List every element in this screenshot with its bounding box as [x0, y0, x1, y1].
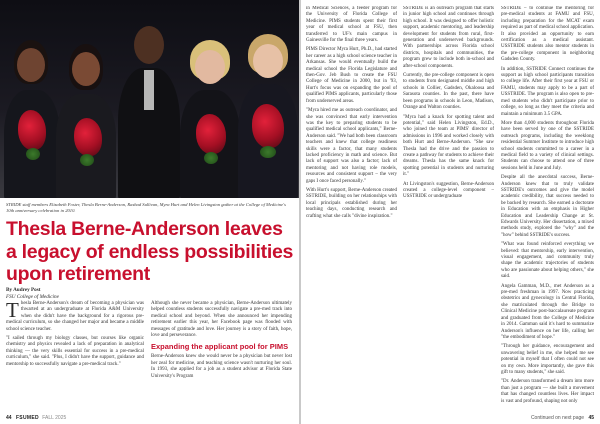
paragraph: "Dr. Anderson transformed a dream into more than just a program — she built a movement that has changed countless lives. Her impact is vast and profound, shaping not only: [501, 379, 594, 404]
section-subhead: Expanding the applicant pool for PIMS: [151, 342, 289, 352]
continued-note: Continued on next page: [530, 415, 585, 421]
drop-cap: T: [6, 298, 19, 322]
paragraph: "What was found reinforced everything we believed: that mentorship, early intervention, visual engagement, and community truly shape the academic trajectories of students who are passionate about helping others," she said.: [501, 242, 594, 280]
person-1: [4, 40, 60, 198]
right-footer: [531, 415, 594, 421]
person-5: [238, 34, 298, 198]
paragraph: "Myra hired me as outreach coordinator, and she was convinced that early intervention was the key to preparing students to be qualified medical school applicants," Berne-Anderson said. "We had both been classroom teachers and knew that college readiness skills were a factor, that many students lacked proficiency in math and science. But lack of support was also a factor; lack of mentoring and not having role models, resources and consistent support – the very gaps I once faced personally.": [306, 108, 397, 184]
paragraph: Thesla Berne-Anderson's dream of becoming a physician was thwarted at an undergraduate at Florida A&M University when she didn't have the background for a rigorous pre-medical curriculum, so she changed her major and became a middle school science teacher.: [6, 298, 144, 332]
paragraph: "Through her guidance, encouragement and unwavering belief in me, she helped me see potential in myself that I often could not see on my own. More importantly, she gave this gift to many students," she said.: [501, 344, 594, 375]
paragraph: Although she never became a physician, Berne-Anderson ultimately helped countless students successfully navigate a pre-med track into medical school and beyond. When she announced her impending retirement earlier this year, her Facebook page was flooded with messages of gratitude and love. Her journey is a story of faith, hope, love and perseverance.: [151, 301, 292, 339]
paragraph: More than 4,000 students throughout Florida have been served by one of the SSTRIDE outreach programs, including the weeklong residential Summer Institute to introduce high school students committed to a career in a medical field to a variety of clinical settings. Students can choose to attend one of three sessions held in June and July.: [501, 120, 594, 171]
byline-organization: FSU College of Medicine: [6, 293, 59, 300]
paragraph: Berne-Anderson knew she would never be a physician but never lost her zeal for medicine, and teaching science wasn't nurturing her soul. In 1993, she applied for a job as a student advisor at Florida State University's Program: [151, 354, 292, 379]
issue-label: FALL 2025: [42, 415, 67, 421]
paragraph: Angela Gamman, M.D., met Anderson as a pre-med freshman in 1997. Now practicing obstetrics and gynecology in Central Florida, she matriculated through the Bridge to Clinical Medicine post-baccalaureate program and graduated from the College of Medicine in 2014. Gamman said it's hard to summarize Anderson's influence on her life, calling her "the embodiment of hope.": [501, 283, 594, 340]
right-column-3: [501, 6, 594, 406]
right-column-2: [403, 6, 494, 406]
paragraph: PIMS Director Myra Hurt, Ph.D., had started her career as a high school science teacher in Arkansas. She would eventually build the medical school the Florida Legislature and then-Gov. Jeb Bush to create the FSU College of Medicine in 2000, but in '93, Hurt's focus was on expanding the pool of qualified PIMS applicants, particularly those from underserved areas.: [306, 47, 397, 104]
article-headline: Thesla Berne-Anderson leaves a legacy of endless possibilities upon retirement: [6, 218, 294, 285]
paragraph: SSTRIDE is an outreach program that starts in junior high school and continues through high school. It was designed to offer holistic support, academic mentoring, and leadership development for students from rural, first-generation and underserved backgrounds. With partnerships across Florida school districts, hospitals and communities, the program grew to include both in-school and after-school components.: [403, 6, 494, 69]
right-column-1: [306, 6, 397, 406]
paragraph: in Medical Sciences, a feeder program for the University of Florida College of Medicine. PIMS students spent their first year of medical school at FSU, then transferred to UF's main campus in Gainesville for the final three years.: [306, 6, 397, 44]
person-4: [180, 40, 240, 198]
byline-author: By Audrey Post: [6, 287, 41, 293]
person-2: [56, 44, 116, 198]
paragraph: "I sailed through my biology classes, but courses like organic chemistry and physics revealed a lack of preparation in analytical thinking — the very skills essential for success in a pre-medical curriculum," she said. "Plus, I didn't have the support, guidance and mentorship to successfully navigate a pre-medical track.": [6, 336, 144, 367]
paragraph: At Livingston's suggestion, Berne-Anderson created a college-level component – USSTRIDE or undergraduate: [403, 181, 494, 200]
paragraph: "Myra had a knack for spotting talent and potential," said Helen Livingston, Ed.D., who joined the team at PIMS' director of admissions in 1996 and worked closely with both Hurt and Berne-Anderson. "She saw Thesla had the drive and the passion to create a pathway for students to achieve their dreams. Thesla has the same knack for spotting potential in students and nurturing it.": [403, 114, 494, 178]
left-page: [0, 0, 299, 424]
photo-caption: STRIDE staff members Elizabeth Foster, Thesla Berne-Anderson, Rashad Sullivan, Myra Hurt and Helen Livingston gather at the College of Medicine's 10th anniversary celebration in 2010.: [6, 202, 286, 213]
magazine-brand: FSUMED: [15, 415, 39, 421]
paragraph: In addition, SSTRIDE Connect continues the support as high school participants transition to college life. After their first year at FSU or FAMU, students may apply to be a part of USSTRIDE. The program is also open to pre-med students who didn't participate prior to college, so long as they meet the criteria and maintain a minimum 3.5 GPA.: [501, 66, 594, 117]
paragraph: With Hurt's support, Berne-Anderson created SSTRIDE, building on her relationships with local principals established during her teaching days, conducting research and crafting what she calls "divine inspiration.": [306, 187, 397, 219]
left-footer: [6, 415, 66, 421]
left-column-2: [151, 301, 292, 383]
person-3: [118, 26, 180, 198]
right-page: [301, 0, 600, 424]
left-column-1: [6, 298, 144, 371]
paragraph: Currently, the pre-college component is open to students from designated middle and high schools in Collier, Gadsden, Okaloosa and Sarasota counties. In the past, there have been programs in schools in Leon, Madison, Orange and Walton counties.: [403, 73, 494, 111]
group-photo: [0, 0, 299, 198]
page-number: 44: [6, 415, 12, 421]
paragraph: SSTRIDE – to continue the mentoring for pre-medical students at FAMU and FSU, including preparation for the MCAT exam required as part of medical school application. It also provided an opportunity to earn certification as a medical assistant. USSTRIDE students also mentor students in the pre-college component in neighboring Gadsden County.: [501, 6, 594, 63]
paragraph: Despite all the anecdotal success, Berne-Anderson knew that to truly validate SSTRIDE's outcomes and give the model academic credibility, that success needed to be backed by research. She earned a doctorate in Education with an emphasis in Higher Education and Leadership Change at St. Edwards University. Her dissertation, a mixed methods study, explored the "why" and the "how" behind SSTRIDE's success.: [501, 175, 594, 238]
page-number: 45: [588, 415, 594, 421]
